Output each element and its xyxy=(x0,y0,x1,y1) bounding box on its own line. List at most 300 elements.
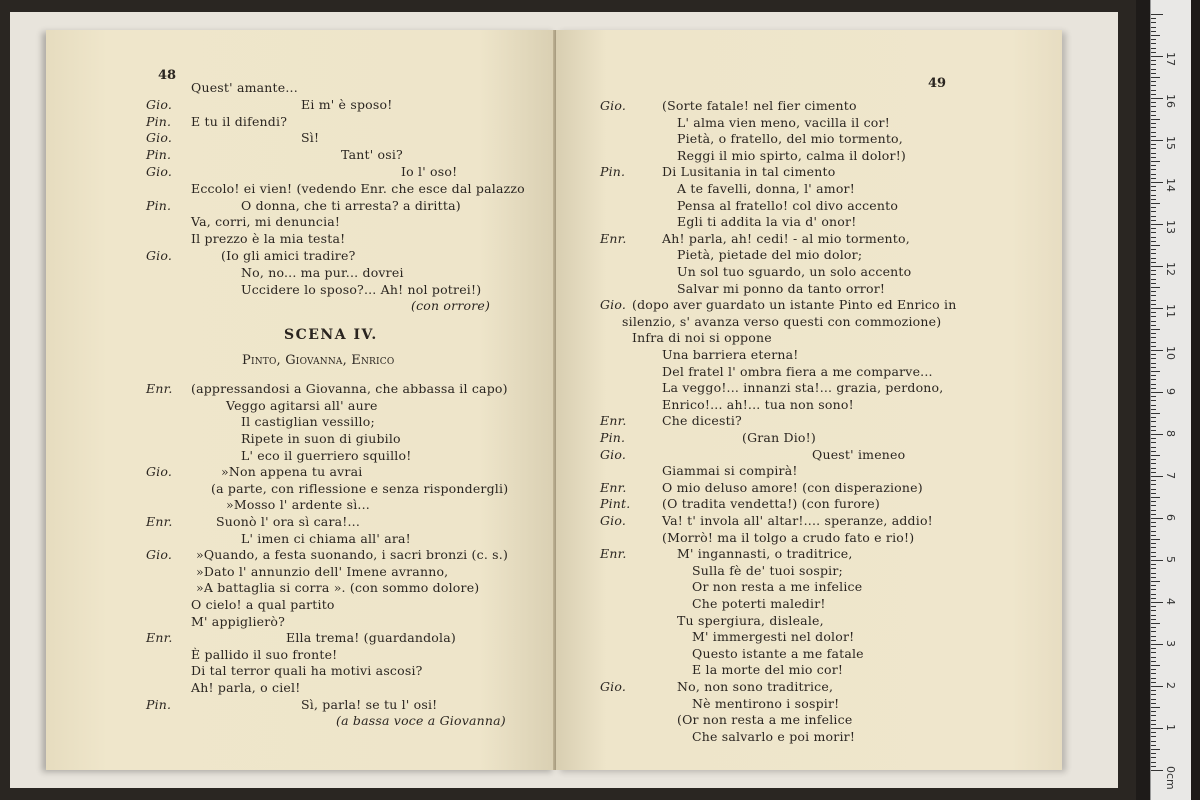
ruler-tick xyxy=(1151,119,1160,120)
ruler-tick xyxy=(1151,531,1156,532)
ruler-tick xyxy=(1151,115,1156,116)
ruler-tick xyxy=(1151,22,1156,23)
ruler-tick xyxy=(1151,342,1156,343)
verse-line: Del fratel l' ombra fiera a me comparve... xyxy=(662,363,933,379)
ruler-tick xyxy=(1151,451,1156,452)
ruler-tick xyxy=(1151,400,1156,401)
ruler-tick xyxy=(1151,371,1160,372)
ruler-tick xyxy=(1151,270,1156,271)
verse-line: »Quando, a festa suonando, i sacri bronzi (c. s.) xyxy=(196,547,509,563)
ruler-tick xyxy=(1151,14,1163,15)
ruler-tick xyxy=(1151,153,1156,154)
verse-line: No, no... ma pur... dovrei xyxy=(241,264,404,280)
ruler-tick xyxy=(1151,489,1156,490)
speaker-label: Enr. xyxy=(146,514,173,529)
ruler-tick xyxy=(1151,547,1156,548)
ruler-tick xyxy=(1151,518,1163,519)
verse-line: O mio deluso amore! (con disperazione) xyxy=(662,479,923,495)
ruler-tick xyxy=(1151,384,1156,385)
ruler-tick xyxy=(1151,728,1163,729)
verse-line: L' alma vien meno, vacilla il cor! xyxy=(677,114,890,130)
ruler-tick xyxy=(1151,228,1156,229)
ruler-tick xyxy=(1151,463,1156,464)
ruler-tick xyxy=(1151,430,1156,431)
ruler-number: 3 xyxy=(1164,640,1177,647)
page-number: 48 xyxy=(158,68,177,83)
ruler-tick xyxy=(1151,195,1156,196)
ruler-tick xyxy=(1151,724,1156,725)
ruler-tick xyxy=(1151,132,1156,133)
verse-line: Salvar mi ponno da tanto orror! xyxy=(677,280,886,296)
speaker-label: Gio. xyxy=(146,248,173,263)
verse-line: M' ingannasti, o traditrice, xyxy=(677,546,853,562)
ruler-tick xyxy=(1151,552,1156,553)
ruler-number: 17 xyxy=(1164,52,1177,66)
verse-line: Che salvarlo e poi morir! xyxy=(692,728,856,744)
ruler-tick xyxy=(1151,127,1156,128)
ruler-tick xyxy=(1151,753,1156,754)
ruler-tick xyxy=(1151,190,1156,191)
verse-line: Giammai si compirà! xyxy=(662,463,798,479)
verse-line: Di tal terror quali ha motivi ascosi? xyxy=(191,663,423,679)
verse-line: Sì, parla! se tu l' osi! xyxy=(301,696,438,712)
scene-heading: SCENA IV. xyxy=(284,327,378,344)
ruler-tick xyxy=(1151,711,1156,712)
ruler-tick xyxy=(1151,69,1156,70)
verse-line: Ah! parla, o ciel! xyxy=(191,680,301,695)
verse-line: O donna, che ti arresta? a diritta) xyxy=(241,197,461,213)
verse-line: Questo istante a me fatale xyxy=(692,645,864,661)
ruler-tick xyxy=(1151,438,1156,439)
ruler-tick xyxy=(1151,623,1160,624)
ruler-tick xyxy=(1151,367,1156,368)
verse-line: Ella trema! (guardandola) xyxy=(286,630,456,646)
ruler-tick xyxy=(1151,703,1156,704)
ruler-tick xyxy=(1151,615,1156,616)
ruler-tick xyxy=(1151,669,1156,670)
ruler-number: 0cm xyxy=(1164,766,1177,790)
ruler-tick xyxy=(1151,762,1156,763)
speaker-label: Pin. xyxy=(146,113,172,129)
verse-line: L' eco il guerriero squillo! xyxy=(241,447,412,463)
ruler-tick xyxy=(1151,18,1156,19)
verse-line: Io l' oso! xyxy=(401,164,458,179)
ruler-tick xyxy=(1151,665,1160,666)
ruler-tick xyxy=(1151,321,1156,322)
verse-line: Egli ti addita la via d' onor! xyxy=(677,214,857,230)
verse-line: (appressandosi a Giovanna, che abbassa il capo) xyxy=(191,381,508,397)
ruler-tick xyxy=(1151,602,1163,603)
ruler-tick xyxy=(1151,409,1156,410)
speaker-label: Gio. xyxy=(600,679,627,694)
ruler-number: 9 xyxy=(1164,388,1177,395)
ruler-number: 8 xyxy=(1164,430,1177,437)
verse-line: »Non appena tu avrai xyxy=(221,464,363,480)
right-text-block xyxy=(556,30,1062,770)
ruler-tick xyxy=(1151,741,1156,742)
ruler-tick xyxy=(1151,241,1156,242)
ruler-tick xyxy=(1151,165,1156,166)
ruler-tick xyxy=(1151,556,1156,557)
ruler-tick xyxy=(1151,694,1156,695)
verse-line: E tu il difendi? xyxy=(191,113,288,129)
ruler-number: 10 xyxy=(1164,346,1177,360)
verse-line: E la morte del mio cor! xyxy=(692,662,844,678)
ruler-tick xyxy=(1151,379,1156,380)
verse-line: (Or non resta a me infelice xyxy=(677,712,853,728)
ruler-number: 7 xyxy=(1164,472,1177,479)
verse-line: No, non sono traditrice, xyxy=(677,679,834,694)
ruler-tick xyxy=(1151,249,1156,250)
speaker-label: Enr. xyxy=(600,413,627,429)
ruler-tick xyxy=(1151,707,1160,708)
verse-line: (dopo aver guardato un istante Pinto ed Enrico in xyxy=(632,297,957,313)
verse-line: (Io gli amici tradire? xyxy=(221,248,356,263)
ruler-number: 12 xyxy=(1164,262,1177,276)
ruler-number: 11 xyxy=(1164,304,1177,318)
ruler-tick xyxy=(1151,732,1156,733)
ruler-tick xyxy=(1151,94,1156,95)
ruler-tick xyxy=(1151,539,1160,540)
verse-line: Quest' amante... xyxy=(191,80,298,95)
ruler-tick xyxy=(1151,568,1156,569)
verse-line: (a parte, con riflessione e senza rispondergli) xyxy=(211,480,509,496)
ruler-number: 4 xyxy=(1164,598,1177,605)
ruler-tick xyxy=(1151,770,1163,771)
verse-line: L' imen ci chiama all' ara! xyxy=(241,530,411,546)
ruler-tick xyxy=(1151,468,1156,469)
verse-line: Va! t' invola all' altar!.... speranze, addio! xyxy=(662,513,933,528)
verse-line: Ei m' è sposo! xyxy=(301,96,393,112)
ruler-tick xyxy=(1151,594,1156,595)
scene-characters: Pinto, Giovanna, Enrico xyxy=(242,353,395,369)
ruler-tick xyxy=(1151,316,1156,317)
ruler-tick xyxy=(1151,27,1156,28)
verse-line: (con orrore) xyxy=(411,298,491,314)
verse-line: Reggi il mio spirto, calma il dolor!) xyxy=(677,147,907,163)
ruler-tick xyxy=(1151,577,1156,578)
ruler-tick xyxy=(1151,31,1156,32)
ruler-tick xyxy=(1151,631,1156,632)
ruler-tick xyxy=(1151,77,1160,78)
ruler-tick xyxy=(1151,421,1156,422)
ruler-tick xyxy=(1151,258,1156,259)
verse-line: »Mosso l' ardente sì... xyxy=(226,497,370,513)
ruler-tick xyxy=(1151,354,1156,355)
verse-line: Una barriera eterna! xyxy=(662,347,799,362)
ruler-tick xyxy=(1151,211,1156,212)
ruler-tick xyxy=(1151,136,1156,137)
verse-line: Uccidere lo sposo?... Ah! nol potrei!) xyxy=(241,281,482,297)
ruler-tick xyxy=(1151,375,1156,376)
ruler-tick xyxy=(1151,90,1156,91)
ruler-tick xyxy=(1151,472,1156,473)
ruler-tick xyxy=(1151,178,1156,179)
ruler-tick xyxy=(1151,610,1156,611)
ruler-tick xyxy=(1151,52,1156,53)
ruler-tick xyxy=(1151,484,1156,485)
ruler-tick xyxy=(1151,606,1156,607)
ruler-tick xyxy=(1151,749,1160,750)
ruler-tick xyxy=(1151,636,1156,637)
ruler-tick xyxy=(1151,657,1156,658)
verse-line: A te favelli, donna, l' amor! xyxy=(677,181,855,196)
ruler-tick xyxy=(1151,207,1156,208)
verse-line: Sulla fè de' tuoi sospir; xyxy=(692,562,843,578)
ruler-tick xyxy=(1151,253,1156,254)
ruler-tick xyxy=(1151,766,1156,767)
ruler-tick xyxy=(1151,98,1163,99)
ruler-number: 13 xyxy=(1164,220,1177,234)
ruler-number: 1 xyxy=(1164,724,1177,731)
ruler-tick xyxy=(1151,56,1163,57)
ruler-tick xyxy=(1151,564,1156,565)
verse-line: »Dato l' annunzio dell' Imene avranno, xyxy=(196,563,449,579)
speaker-label: Pin. xyxy=(600,164,626,180)
ruler-tick xyxy=(1151,459,1156,460)
ruler-tick xyxy=(1151,757,1156,758)
ruler-tick xyxy=(1151,329,1160,330)
ruler-tick xyxy=(1151,73,1156,74)
right-page xyxy=(556,30,1062,770)
ruler-tick xyxy=(1151,505,1156,506)
ruler-tick xyxy=(1151,304,1156,305)
verse-line: M' immergesti nel dolor! xyxy=(692,629,855,645)
speaker-label: Gio. xyxy=(600,446,627,462)
speaker-label: Enr. xyxy=(600,479,627,495)
verse-line: O cielo! a qual partito xyxy=(191,597,335,612)
ruler-number: 5 xyxy=(1164,556,1177,563)
ruler-tick xyxy=(1151,102,1156,103)
ruler-tick xyxy=(1151,501,1156,502)
speaker-label: Enr. xyxy=(600,230,627,246)
verse-line: M' appiglierò? xyxy=(191,613,286,629)
ruler-number: 2 xyxy=(1164,682,1177,689)
ruler-tick xyxy=(1151,581,1160,582)
ruler-tick xyxy=(1151,413,1160,414)
ruler-tick xyxy=(1151,64,1156,65)
ruler-tick xyxy=(1151,60,1156,61)
ruler-tick xyxy=(1151,648,1156,649)
ruler-tick xyxy=(1151,598,1156,599)
ruler-tick xyxy=(1151,266,1163,267)
ruler-tick xyxy=(1151,644,1163,645)
ruler-tick xyxy=(1151,232,1156,233)
ruler-tick xyxy=(1151,161,1160,162)
ruler-number: 16 xyxy=(1164,94,1177,108)
verse-line: Pietà, o fratello, del mio tormento, xyxy=(677,131,903,147)
ruler-tick xyxy=(1151,274,1156,275)
ruler-tick xyxy=(1151,652,1156,653)
ruler-tick xyxy=(1151,174,1156,175)
speaker-label: Gio. xyxy=(146,464,173,480)
ruler-tick xyxy=(1151,308,1163,309)
ruler-tick xyxy=(1151,358,1156,359)
speaker-label: Gio. xyxy=(146,130,173,146)
ruler-tick xyxy=(1151,216,1156,217)
ruler-tick xyxy=(1151,661,1156,662)
ruler-tick xyxy=(1151,560,1163,561)
verse-line: Il prezzo è la mia testa! xyxy=(191,231,346,247)
ruler-tick xyxy=(1151,106,1156,107)
verse-line: (O tradita vendetta!) (con furore) xyxy=(662,496,880,512)
ruler-tick xyxy=(1151,493,1156,494)
ruler-tick xyxy=(1151,279,1156,280)
speaker-label: Gio. xyxy=(146,547,173,563)
ruler-tick xyxy=(1151,350,1163,351)
ruler-tick xyxy=(1151,199,1156,200)
ruler-number: 6 xyxy=(1164,514,1177,521)
ruler-number: 15 xyxy=(1164,136,1177,150)
ruler-number: 14 xyxy=(1164,178,1177,192)
ruler-tick xyxy=(1151,715,1156,716)
ruler-tick xyxy=(1151,295,1156,296)
verse-line: »A battaglia si corra ». (con sommo dolore) xyxy=(196,580,480,596)
speaker-label: Gio. xyxy=(146,96,173,112)
speaker-label: Gio. xyxy=(600,98,627,113)
ruler-tick xyxy=(1151,325,1156,326)
verse-line: Il castiglian vessillo; xyxy=(241,414,375,430)
verse-line: Pensa al fratello! col divo accento xyxy=(677,197,899,213)
ruler-tick xyxy=(1151,447,1156,448)
ruler-tick xyxy=(1151,434,1163,435)
ruler-tick xyxy=(1151,81,1156,82)
ruler-tick xyxy=(1151,535,1156,536)
ruler-tick xyxy=(1151,224,1163,225)
ruler-tick xyxy=(1151,182,1163,183)
ruler-tick xyxy=(1151,476,1163,477)
verse-line: (Morrò! ma il tolgo a crudo fato e rio!) xyxy=(662,529,915,545)
ruler-tick xyxy=(1151,673,1156,674)
ruler-tick xyxy=(1151,203,1160,204)
verse-line: Sì! xyxy=(301,130,320,146)
ruler-tick xyxy=(1151,123,1156,124)
speaker-label: Pin. xyxy=(146,696,172,712)
verse-line: Or non resta a me infelice xyxy=(692,579,863,595)
speaker-label: Pin. xyxy=(600,430,626,445)
ruler-tick xyxy=(1151,455,1160,456)
verse-line: Ah! parla, ah! cedi! - al mio tormento, xyxy=(662,230,910,246)
ruler-tick xyxy=(1151,736,1156,737)
ruler-tick xyxy=(1151,678,1156,679)
verse-line: silenzio, s' avanza verso questi con commozione) xyxy=(622,313,942,329)
ruler-tick xyxy=(1151,619,1156,620)
ruler-tick xyxy=(1151,388,1156,389)
ruler-tick xyxy=(1151,363,1156,364)
page-number: 49 xyxy=(928,76,947,91)
verse-line: Suonò l' ora sì cara!... xyxy=(216,514,361,529)
ruler-tick xyxy=(1151,392,1163,393)
ruler-tick xyxy=(1151,35,1160,36)
ruler-tick xyxy=(1151,169,1156,170)
verse-line: Quest' imeneo xyxy=(812,446,906,462)
ruler-tick xyxy=(1151,39,1156,40)
ruler-tick xyxy=(1151,396,1156,397)
ruler-tick xyxy=(1151,43,1156,44)
ruler-tick xyxy=(1151,745,1156,746)
ruler-tick xyxy=(1151,237,1156,238)
speaker-label: Enr. xyxy=(146,630,173,646)
verse-line: La veggo!... innanzi sta!... grazia, perdono, xyxy=(662,380,944,396)
verse-line: Che poterti maledir! xyxy=(692,596,826,611)
verse-line: Tant' osi? xyxy=(341,147,403,163)
verse-line: È pallido il suo fronte! xyxy=(191,646,338,662)
ruler-tick xyxy=(1151,480,1156,481)
ruler-tick xyxy=(1151,48,1156,49)
verse-line: Va, corri, mi denuncia! xyxy=(191,214,341,230)
ruler-tick xyxy=(1151,300,1156,301)
speaker-label: Pint. xyxy=(600,496,631,512)
ruler-tick xyxy=(1151,686,1163,687)
speaker-label: Gio. xyxy=(600,513,627,528)
ruler-tick xyxy=(1151,543,1156,544)
ruler-tick xyxy=(1151,186,1156,187)
ruler-tick xyxy=(1151,245,1160,246)
verse-line: Infra di noi si oppone xyxy=(632,330,772,346)
ruler-tick xyxy=(1151,140,1163,141)
ruler-tick xyxy=(1151,417,1156,418)
verse-line: Pietà, pietade del mio dolor; xyxy=(677,247,863,263)
ruler-tick xyxy=(1151,287,1160,288)
speaker-label: Gio. xyxy=(146,164,173,179)
ruler-tick xyxy=(1151,514,1156,515)
ruler-tick xyxy=(1151,522,1156,523)
ruler-tick xyxy=(1151,111,1156,112)
ruler-tick xyxy=(1151,720,1156,721)
left-text-block xyxy=(46,30,556,770)
ruler-tick xyxy=(1151,426,1156,427)
ruler-tick xyxy=(1151,640,1156,641)
ruler-tick xyxy=(1151,699,1156,700)
ruler-tick xyxy=(1151,220,1156,221)
speaker-label: Pin. xyxy=(146,147,172,163)
ruler-tick xyxy=(1151,337,1156,338)
ruler-tick xyxy=(1151,312,1156,313)
verse-line: Enrico!... ah!... tua non sono! xyxy=(662,396,854,412)
ruler-tick xyxy=(1151,627,1156,628)
ruler-tick xyxy=(1151,442,1156,443)
verse-line: Che dicesti? xyxy=(662,413,742,429)
verse-line: (Sorte fatale! nel fier cimento xyxy=(662,98,857,113)
speaker-label: Gio. xyxy=(600,297,627,313)
verse-line: (a bassa voce a Giovanna) xyxy=(336,713,506,729)
ruler-tick xyxy=(1151,405,1156,406)
ruler-tick xyxy=(1151,157,1156,158)
ruler-tick xyxy=(1151,573,1156,574)
ruler-tick xyxy=(1151,144,1156,145)
ruler-tick xyxy=(1151,85,1156,86)
ruler-tick xyxy=(1151,333,1156,334)
verse-line: Tu spergiura, disleale, xyxy=(677,612,824,628)
ruler-tick xyxy=(1151,589,1156,590)
verse-line: Ripete in suon di giubilo xyxy=(241,431,401,446)
speaker-label: Enr. xyxy=(146,381,173,397)
verse-line: Eccolo! ei vien! (vedendo Enr. che esce dal palazzo xyxy=(191,180,525,196)
ruler-tick xyxy=(1151,690,1156,691)
verse-line: (Gran Dio!) xyxy=(742,430,816,445)
ruler-tick xyxy=(1151,283,1156,284)
left-page xyxy=(46,30,556,770)
verse-line: Veggo agitarsi all' aure xyxy=(226,397,378,413)
ruler-tick xyxy=(1151,148,1156,149)
ruler-tick xyxy=(1151,585,1156,586)
measuring-ruler xyxy=(1150,0,1191,800)
ruler-tick xyxy=(1151,262,1156,263)
ruler-tick xyxy=(1151,682,1156,683)
verse-line: Nè mentirono i sospir! xyxy=(692,695,840,711)
ruler-tick xyxy=(1151,526,1156,527)
ruler-tick xyxy=(1151,291,1156,292)
